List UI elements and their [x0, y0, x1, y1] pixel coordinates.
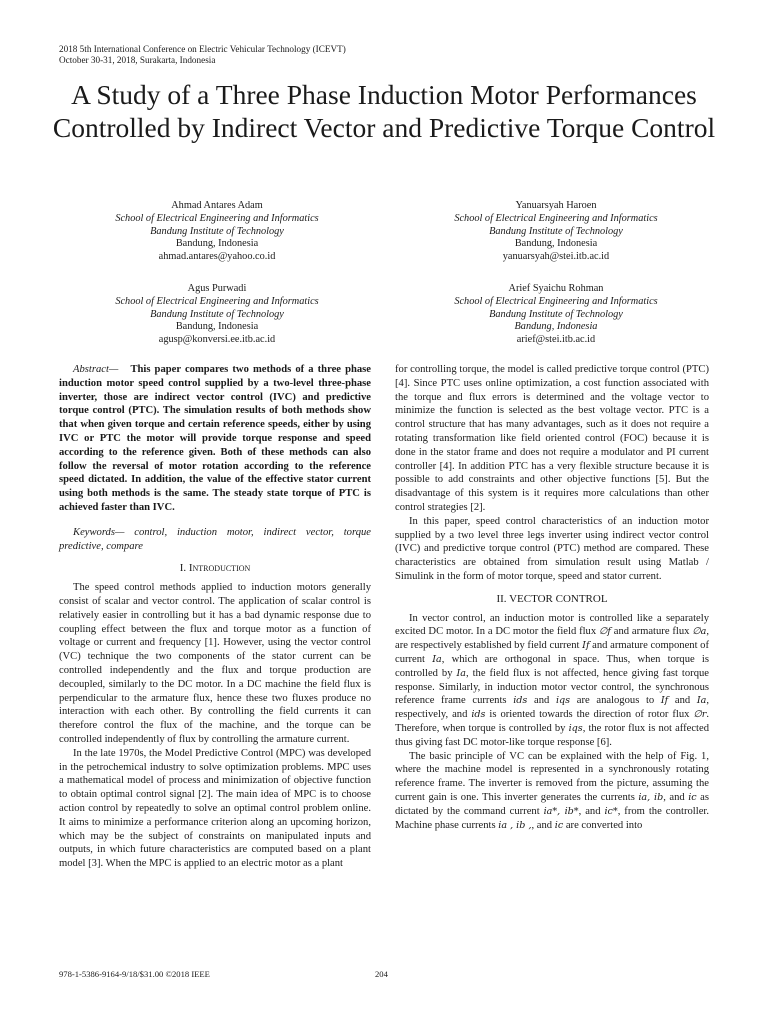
author-city: Bandung, Indonesia	[514, 321, 598, 333]
text-run: and armature component of current	[395, 640, 709, 665]
section-heading-vector-control: II. VECTOR CONTROL	[496, 592, 608, 605]
text-run: , and	[531, 819, 555, 831]
left-column	[59, 363, 371, 871]
text-run: The basic principle of VC can be explained with the help of Fig. 1, where the machine model is represented in a synchronously rotating reference frame. The inverter is removed from the picture, assuming the current gain is one. This inverter generates the currents	[395, 750, 709, 803]
paper-title: A Study of a Three Phase Induction Motor Performances Controlled by Indirect Vector and Predictive Torque Control	[52, 79, 716, 143]
author-block-4	[406, 283, 706, 347]
author-block-3	[67, 283, 367, 347]
text-run: , respectively, and	[395, 695, 710, 721]
author-name: Yanuarsyah Haroen	[515, 200, 597, 211]
math-phi-r: ∅r	[693, 709, 707, 721]
math-i-ds: ids	[471, 709, 486, 721]
author-block-2	[406, 200, 706, 264]
conference-header	[59, 44, 346, 66]
author-affiliation: School of Electrical Engineering and Informatics	[115, 295, 319, 307]
author-institute: Bandung Institute of Technology	[489, 225, 623, 237]
section-heading-introduction: I. Introduction	[179, 562, 251, 575]
math-i-ds: ids	[513, 695, 528, 707]
author-email: yanuarsyah@stei.itb.ac.id	[502, 251, 610, 263]
author-affiliation: School of Electrical Engineering and Informatics	[115, 212, 319, 224]
author-city: Bandung, Indonesia	[175, 238, 259, 250]
math-i-f: If	[660, 695, 669, 707]
math-i-qs: iqs	[555, 695, 571, 707]
author-email: arief@stei.itb.ac.id	[516, 334, 596, 346]
text-run: and	[668, 695, 697, 707]
math-ia-ib-plain: ia , ib ,	[498, 819, 532, 831]
intro-paragraph-1: The speed control methods applied to induction motors generally consist of scalar and vector control. The application of scalar control is relatively easier in controlling but it has a bad dynamic response due to coupling effect between the flux and torque motor as a function of voltage or current and frequency [1]. However, using the vector control (VC) technique the two components of the stator current can be controlled independently and the flux and torque production are decoupled, similarly to the DC motor. In a DC machine the field flux is perpendicular to the armature flux, hence these two fluxes produce no interaction with each other. By controlling the field currents it can therefore control the flux of the machine, and the torque can be controlled independently of flux by controlling the armature current.	[59, 582, 371, 745]
conference-line-2: October 30-31, 2018, Surakarta, Indonesia	[59, 55, 216, 65]
text-run: is oriented towards the direction of rotor flux	[485, 709, 694, 721]
math-phi-a: ∅a	[692, 626, 707, 638]
text-run: , the field flux is not affected, hence giving fast torque response. Similarly, in induction motor vector control, the synchronous reference frame currents	[395, 667, 710, 707]
text-run: and	[527, 695, 556, 707]
vector-control-paragraph-2	[395, 750, 709, 833]
text-run: , are respectively established by field current	[395, 626, 709, 652]
keywords-label: Keywords—	[73, 526, 125, 538]
conference-line-1: 2018 5th International Conference on Electric Vehicular Technology (ICEVT)	[59, 44, 346, 54]
text-run: , and	[578, 805, 605, 817]
author-institute: Bandung Institute of Technology	[150, 225, 284, 237]
author-affiliation: School of Electrical Engineering and Informatics	[454, 212, 658, 224]
text-run: are converted into	[563, 819, 643, 831]
author-email: agusp@konversi.ee.itb.ac.id	[158, 334, 276, 346]
math-i-f: If	[582, 640, 590, 652]
math-i-a: Ia	[456, 667, 466, 679]
author-email: ahmad.antares@yahoo.co.id	[158, 251, 276, 263]
abstract-text: This paper compares two methods of a three phase induction motor speed control supplied by a two-level three-phase inverter, those are indirect vector control (IVC) and predictive torque control (PTC). The simulation results of both methods show that when given torque and certain reference speeds, either by using IVC or PTC the motor will provide torque response and speed according to the reference given. Both of these methods can also follow the reversal of motor rotation according to the reference speed dictated. In addition, the value of the effective stator current using both methods is the same. The steady state torque of PTC is achieved faster than IVC.	[59, 364, 371, 513]
keywords	[59, 526, 371, 554]
author-city: Bandung, Indonesia	[175, 321, 259, 333]
abstract	[59, 363, 371, 515]
intro-paragraph-2: In the late 1970s, the Model Predictive Control (MPC) was developed in the petrochemical industry to solve optimization problems. MPC uses a mathematical model of process and minimization of objective function to obtain optimal control signal [2]. The main idea of MPC is to choose action control by repeatedly to solve an optimal control problem online. It aims to minimize a performance criterion along an upcoming horizon, which may be the subject of constraints on manipulated inputs and outputs, in which future characteristics are computed based on a plant model [3]. When the MPC is applied to an electric motor as a plant	[59, 747, 371, 870]
author-city: Bandung, Indonesia	[514, 238, 598, 250]
right-column	[395, 363, 709, 832]
text-run: , the rotor flux is not affected thus giving fast DC motor-like torque response [6].	[395, 722, 709, 748]
author-affiliation: School of Electrical Engineering and Informatics	[454, 295, 658, 307]
math-ic-plain: ic	[554, 819, 564, 831]
footer-isbn: 978-1-5386-9164-9/18/$31.00 ©2018 IEEE	[59, 969, 210, 979]
math-i-qs: iqs	[568, 722, 583, 734]
text-run: , and	[663, 791, 689, 803]
text-run: . Therefore, when torque is controlled by	[395, 709, 710, 734]
math-ia-ib: ia, ib	[638, 791, 664, 803]
abstract-label: Abstract—	[73, 364, 119, 375]
math-i-a: Ia	[432, 653, 442, 665]
right-paragraph-2: In this paper, speed control characteristics of an induction motor supplied by a two level three legs inverter using indirect vector control (IVC) and predictive torque control (PTC) method are compared. These characteristics are obtained from simulation result using Matlab / Simulink in the form of motor torque, speed and stator current.	[395, 515, 709, 582]
text-run: , which are orthogonal in space. Thus, when torque is controlled by	[395, 653, 709, 679]
text-run: and armature flux	[610, 626, 693, 638]
keywords-text: control, induction motor, indirect vector, torque predictive, compare	[59, 526, 371, 552]
author-name: Ahmad Antares Adam	[171, 200, 263, 211]
right-paragraph-1: for controlling torque, the model is called predictive torque control (PTC) [4]. Since PTC uses online optimization, a cost function associated with the torque and flux errors is determined and the voltage vector to minimize the function is selected as the best voltage vector. PTC is a control structure that has many advantages, such as it does not require a rotating transformation like field oriented control (FOC) because it is done in the stator frame and does not require a modulator and PI current controller [4]. In addition PTC has a very flexible structure because it is possible to add constraints and other objective functions [5]. But the disadvantage of this system is it requires more calculations than other control strategies [2].	[395, 364, 709, 513]
author-name: Arief Syaichu Rohman	[508, 283, 604, 294]
math-i-a: Ia	[696, 695, 707, 707]
math-ic-star: ic*	[604, 805, 618, 817]
text-run: are analogous to	[570, 695, 661, 707]
vector-control-paragraph-1	[395, 612, 709, 750]
text-run: as dictated by the command current	[395, 791, 709, 817]
math-phi-f: ∅f	[599, 626, 611, 638]
math-ic: ic	[688, 791, 697, 803]
math-ia-ib-star: ia*, ib*	[543, 805, 579, 817]
author-institute: Bandung Institute of Technology	[150, 308, 284, 320]
author-name: Agus Purwadi	[187, 283, 247, 294]
text-run: , from the controller. Machine phase currents	[395, 805, 709, 831]
author-institute: Bandung Institute of Technology	[489, 308, 623, 320]
footer-page-number: 204	[375, 969, 388, 979]
text-run: In vector control, an induction motor is controlled like a separately excited DC motor. In a DC motor the field flux	[395, 612, 709, 638]
author-block-1	[67, 200, 367, 264]
